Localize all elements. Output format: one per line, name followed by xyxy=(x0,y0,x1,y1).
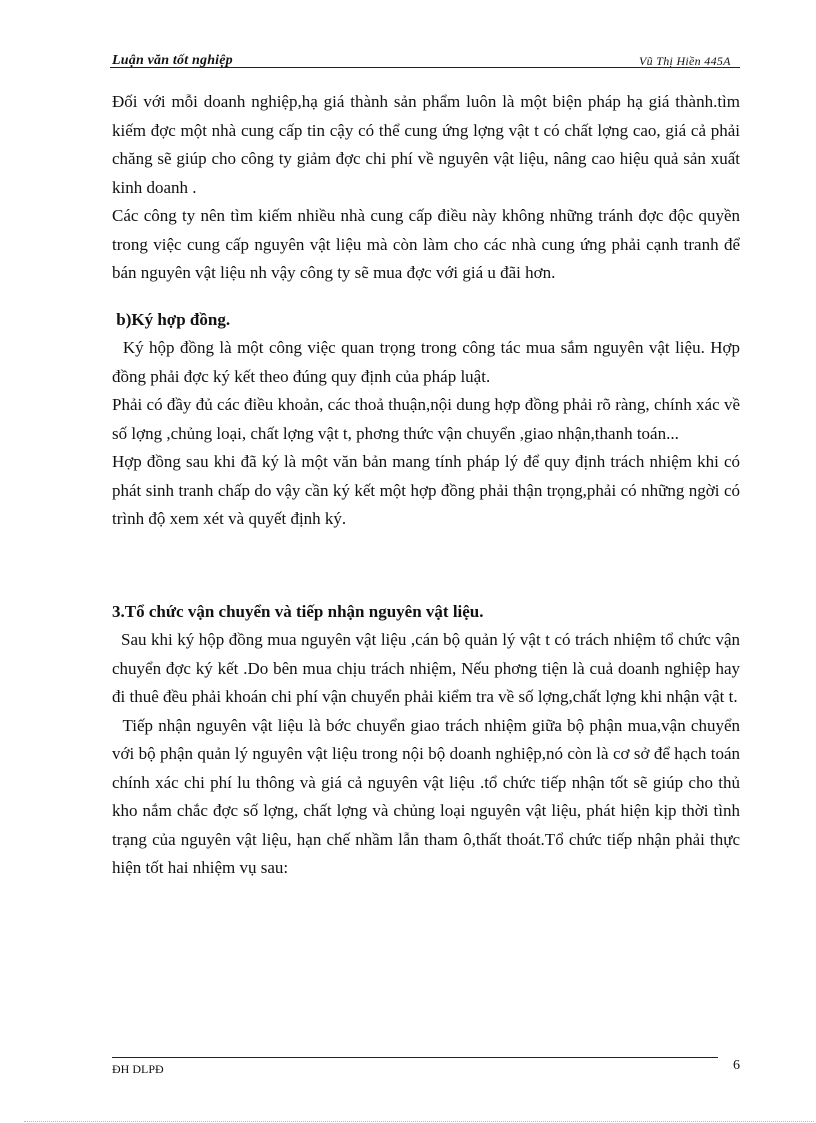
header-rule xyxy=(110,67,740,68)
footer-institution: ĐH DLPĐ xyxy=(112,1062,164,1076)
paragraph: Sau khi ký hộp đồng mua nguyên vật liệu ,cán bộ quản lý vật t có trách nhiệm tổ chức vận chuyển đợc ký kết .Do bên mua chịu trách nhiệm, Nếu phơng tiện là cuả doanh nghiệp hay đi thuê đều phải khoán chi phí vận chuyển phải kiểm tra về số lợng,chất lợng khi nhận vật t. xyxy=(112,630,745,706)
spacer xyxy=(112,534,740,598)
footer-rule xyxy=(112,1057,718,1058)
paragraph: Tiếp nhận nguyên vật liệu là bớc chuyển giao trách nhiệm giữa bộ phận mua,vận chuyển với bộ phận quản lý nguyên vật liệu trong nội bộ doanh nghiệp,nó còn là cơ sở để hạch toán chính xác chi phí lu thông và giá cả nguyên vật liệu .tổ chức tiếp nhận tốt sẽ giúp cho thủ kho nắm chắc đợc số lợng, chất lợng và chủng loại nguyên vật liệu, phát hiện kịp thời tình trạng của nguyên vật liệu, hạn chế nhầm lẫn tham ô,thất thoát.Tổ chức tiếp nhận phải thực hiện tốt hai nhiệm vụ sau: xyxy=(112,715,745,877)
spacer xyxy=(112,288,740,306)
section-heading: b)Ký hợp đồng. xyxy=(112,309,231,329)
header-author: Vũ Thị Hiền 445A xyxy=(639,54,731,68)
page-number: 6 xyxy=(733,1058,740,1073)
header-title: Luận văn tốt nghiệp xyxy=(112,53,233,68)
paragraph: Phải có đầy đủ các điều khoản, các thoả thuận,nội dung hợp đồng phải rõ ràng, chính xác về số lợng ,chủng loại, chất lợng vật t, phơng thức vận chuyển ,giao nhận,thanh toán... xyxy=(112,395,745,443)
body-content xyxy=(112,88,745,883)
page-edge-dotted-line xyxy=(24,1121,814,1122)
section-heading: 3.Tổ chức vận chuyển và tiếp nhận nguyên vật liệu. xyxy=(112,601,484,621)
paragraph: Hợp đồng sau khi đã ký là một văn bản mang tính pháp lý để quy định trách nhiệm khi có phát sinh tranh chấp do vậy cần ký kết một hợp đồng phải thận trọng,phải có những ngời có trình độ xem xét và quyết định ký. xyxy=(112,452,745,528)
paragraph: Ký hộp đồng là một công việc quan trọng trong công tác mua sắm nguyên vật liệu. Hợp đồng phải đợc ký kết theo đúng quy định của pháp luật. xyxy=(112,338,745,386)
paragraph: Đối với mỗi doanh nghiệp,hạ giá thành sản phẩm luôn là một biện pháp hạ giá thành.tìm kiếm đợc một nhà cung cấp tin cậy có thể cung ứng lợng vật t có chất lợng cao, giá cả phải chăng sẽ giúp cho công ty giảm đợc chi phí về nguyên vật liệu, nâng cao hiệu quả sản xuất kinh doanh . xyxy=(112,92,745,197)
paragraph: Các công ty nên tìm kiếm nhiều nhà cung cấp điều này không những tránh đợc độc quyền trong việc cung cấp nguyên vật liệu mà còn làm cho các nhà cung ứng phải cạnh tranh để bán nguyên vật liệu nh vậy công ty sẽ mua đợc với giá u đãi hơn. xyxy=(112,206,745,282)
